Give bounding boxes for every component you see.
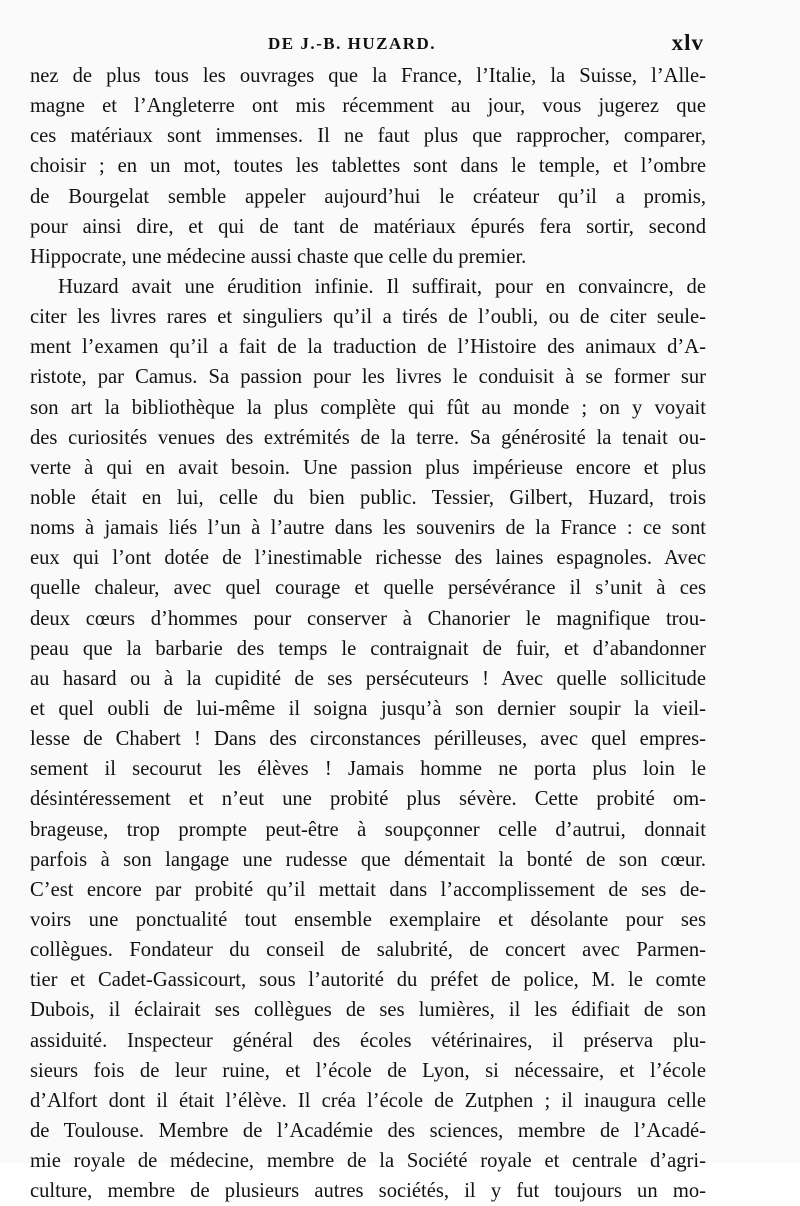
text-line: choisir ; en un mot, toutes les tablettes sont dans le temple, et l’ombre: [30, 155, 706, 178]
paragraph-first-line: Huzard avait une érudition infinie. Il suffirait, pour en convaincre, de: [58, 275, 706, 298]
text-line: eux qui l’ont dotée de l’inestimable richesse des laines espagnoles. Avec: [30, 547, 706, 570]
text-line: parfois à son langage une rudesse que démentait la bonté de son cœur.: [30, 848, 706, 871]
text-line: assiduité. Inspecteur général des écoles vétérinaires, il préserva plu-: [30, 1029, 706, 1052]
text-line: brageuse, trop prompte peut-être à soupçonner celle d’autrui, donnait: [30, 818, 706, 841]
body-text: [30, 61, 706, 1206]
text-line: voirs une ponctualité tout ensemble exemplaire et désolante pour ses: [30, 908, 706, 931]
page-number: xlv: [671, 30, 704, 55]
text-line: peau que la barbarie des temps le contraignait de fuir, et d’abandonner: [30, 637, 706, 660]
text-line: culture, membre de plusieurs autres sociétés, il y fut toujours un mo-: [30, 1180, 706, 1203]
text-line: mie royale de médecine, membre de la Société royale et centrale d’agri-: [30, 1150, 706, 1173]
text-line: désintéressement et n’eut une probité plus sévère. Cette probité om-: [30, 788, 706, 811]
text-line: magne et l’Angleterre ont mis récemment au jour, vous jugerez que: [30, 95, 706, 118]
text-line: collègues. Fondateur du conseil de salubrité, de concert avec Parmen-: [30, 939, 706, 962]
text-line: ristote, par Camus. Sa passion pour les livres le conduisit à se former sur: [30, 366, 706, 389]
text-line: noble était en lui, celle du bien public. Tessier, Gilbert, Huzard, trois: [30, 486, 706, 509]
text-line: tier et Cadet-Gassicourt, sous l’autorité du préfet de police, M. le comte: [30, 969, 706, 992]
text-line: son art la bibliothèque la plus complète qui fût au monde ; on y voyait: [30, 396, 706, 419]
text-line: de Bourgelat semble appeler aujourd’hui le créateur qu’il a promis,: [30, 185, 706, 208]
text-line: C’est encore par probité qu’il mettait dans l’accomplissement de ses de-: [30, 878, 706, 901]
text-line: ment l’examen qu’il a fait de la traduction de l’Histoire des animaux d’A-: [30, 336, 706, 359]
text-line: sement il secourut les élèves ! Jamais homme ne porta plus loin le: [30, 758, 706, 781]
text-line: et quel oubli de lui-même il soigna jusqu’à son dernier soupir la vieil-: [30, 697, 706, 720]
text-line: deux cœurs d’hommes pour conserver à Chanorier le magnifique trou-: [30, 607, 706, 630]
text-line: Dubois, il éclairait ses collègues de ses lumières, il les édifiait de son: [30, 999, 706, 1022]
text-line: citer les livres rares et singuliers qu’il a tirés de l’oubli, ou de citer seule-: [30, 306, 706, 329]
text-line: pour ainsi dire, et qui de tant de matériaux épurés fera sortir, second: [30, 215, 706, 238]
paragraph-end-line: Hippocrate, une médecine aussi chaste que celle du premier.: [30, 245, 527, 268]
text-line: au hasard ou à la cupidité de ses persécuteurs ! Avec quelle sollicitude: [30, 667, 706, 690]
text-line: verte à qui en avait besoin. Une passion plus impérieuse encore et plus: [30, 456, 706, 479]
text-line: de Toulouse. Membre de l’Académie des sciences, membre de l’Acadé-: [30, 1119, 706, 1142]
text-line: nez de plus tous les ouvrages que la France, l’Italie, la Suisse, l’Alle-: [30, 65, 706, 87]
text-line: sieurs fois de leur ruine, et l’école de Lyon, si nécessaire, et l’école: [30, 1059, 706, 1082]
text-line: d’Alfort dont il était l’élève. Il créa l’école de Zutphen ; il inaugura celle: [30, 1089, 706, 1112]
text-line: ces matériaux sont immenses. Il ne faut plus que rapprocher, comparer,: [30, 125, 706, 148]
text-line: lesse de Chabert ! Dans des circonstances périlleuses, avec quel empres-: [30, 728, 706, 751]
running-title: DE J.-B. HUZARD.: [268, 34, 437, 53]
running-head: [0, 30, 800, 60]
text-line: quelle chaleur, avec quel courage et quelle persévérance il s’unit à ces: [30, 577, 706, 600]
text-line: noms à jamais liés l’un à l’autre dans les souvenirs de la France : ce sont: [30, 517, 706, 540]
text-line: des curiosités venues des extrémités de la terre. Sa générosité la tenait ou-: [30, 426, 706, 449]
